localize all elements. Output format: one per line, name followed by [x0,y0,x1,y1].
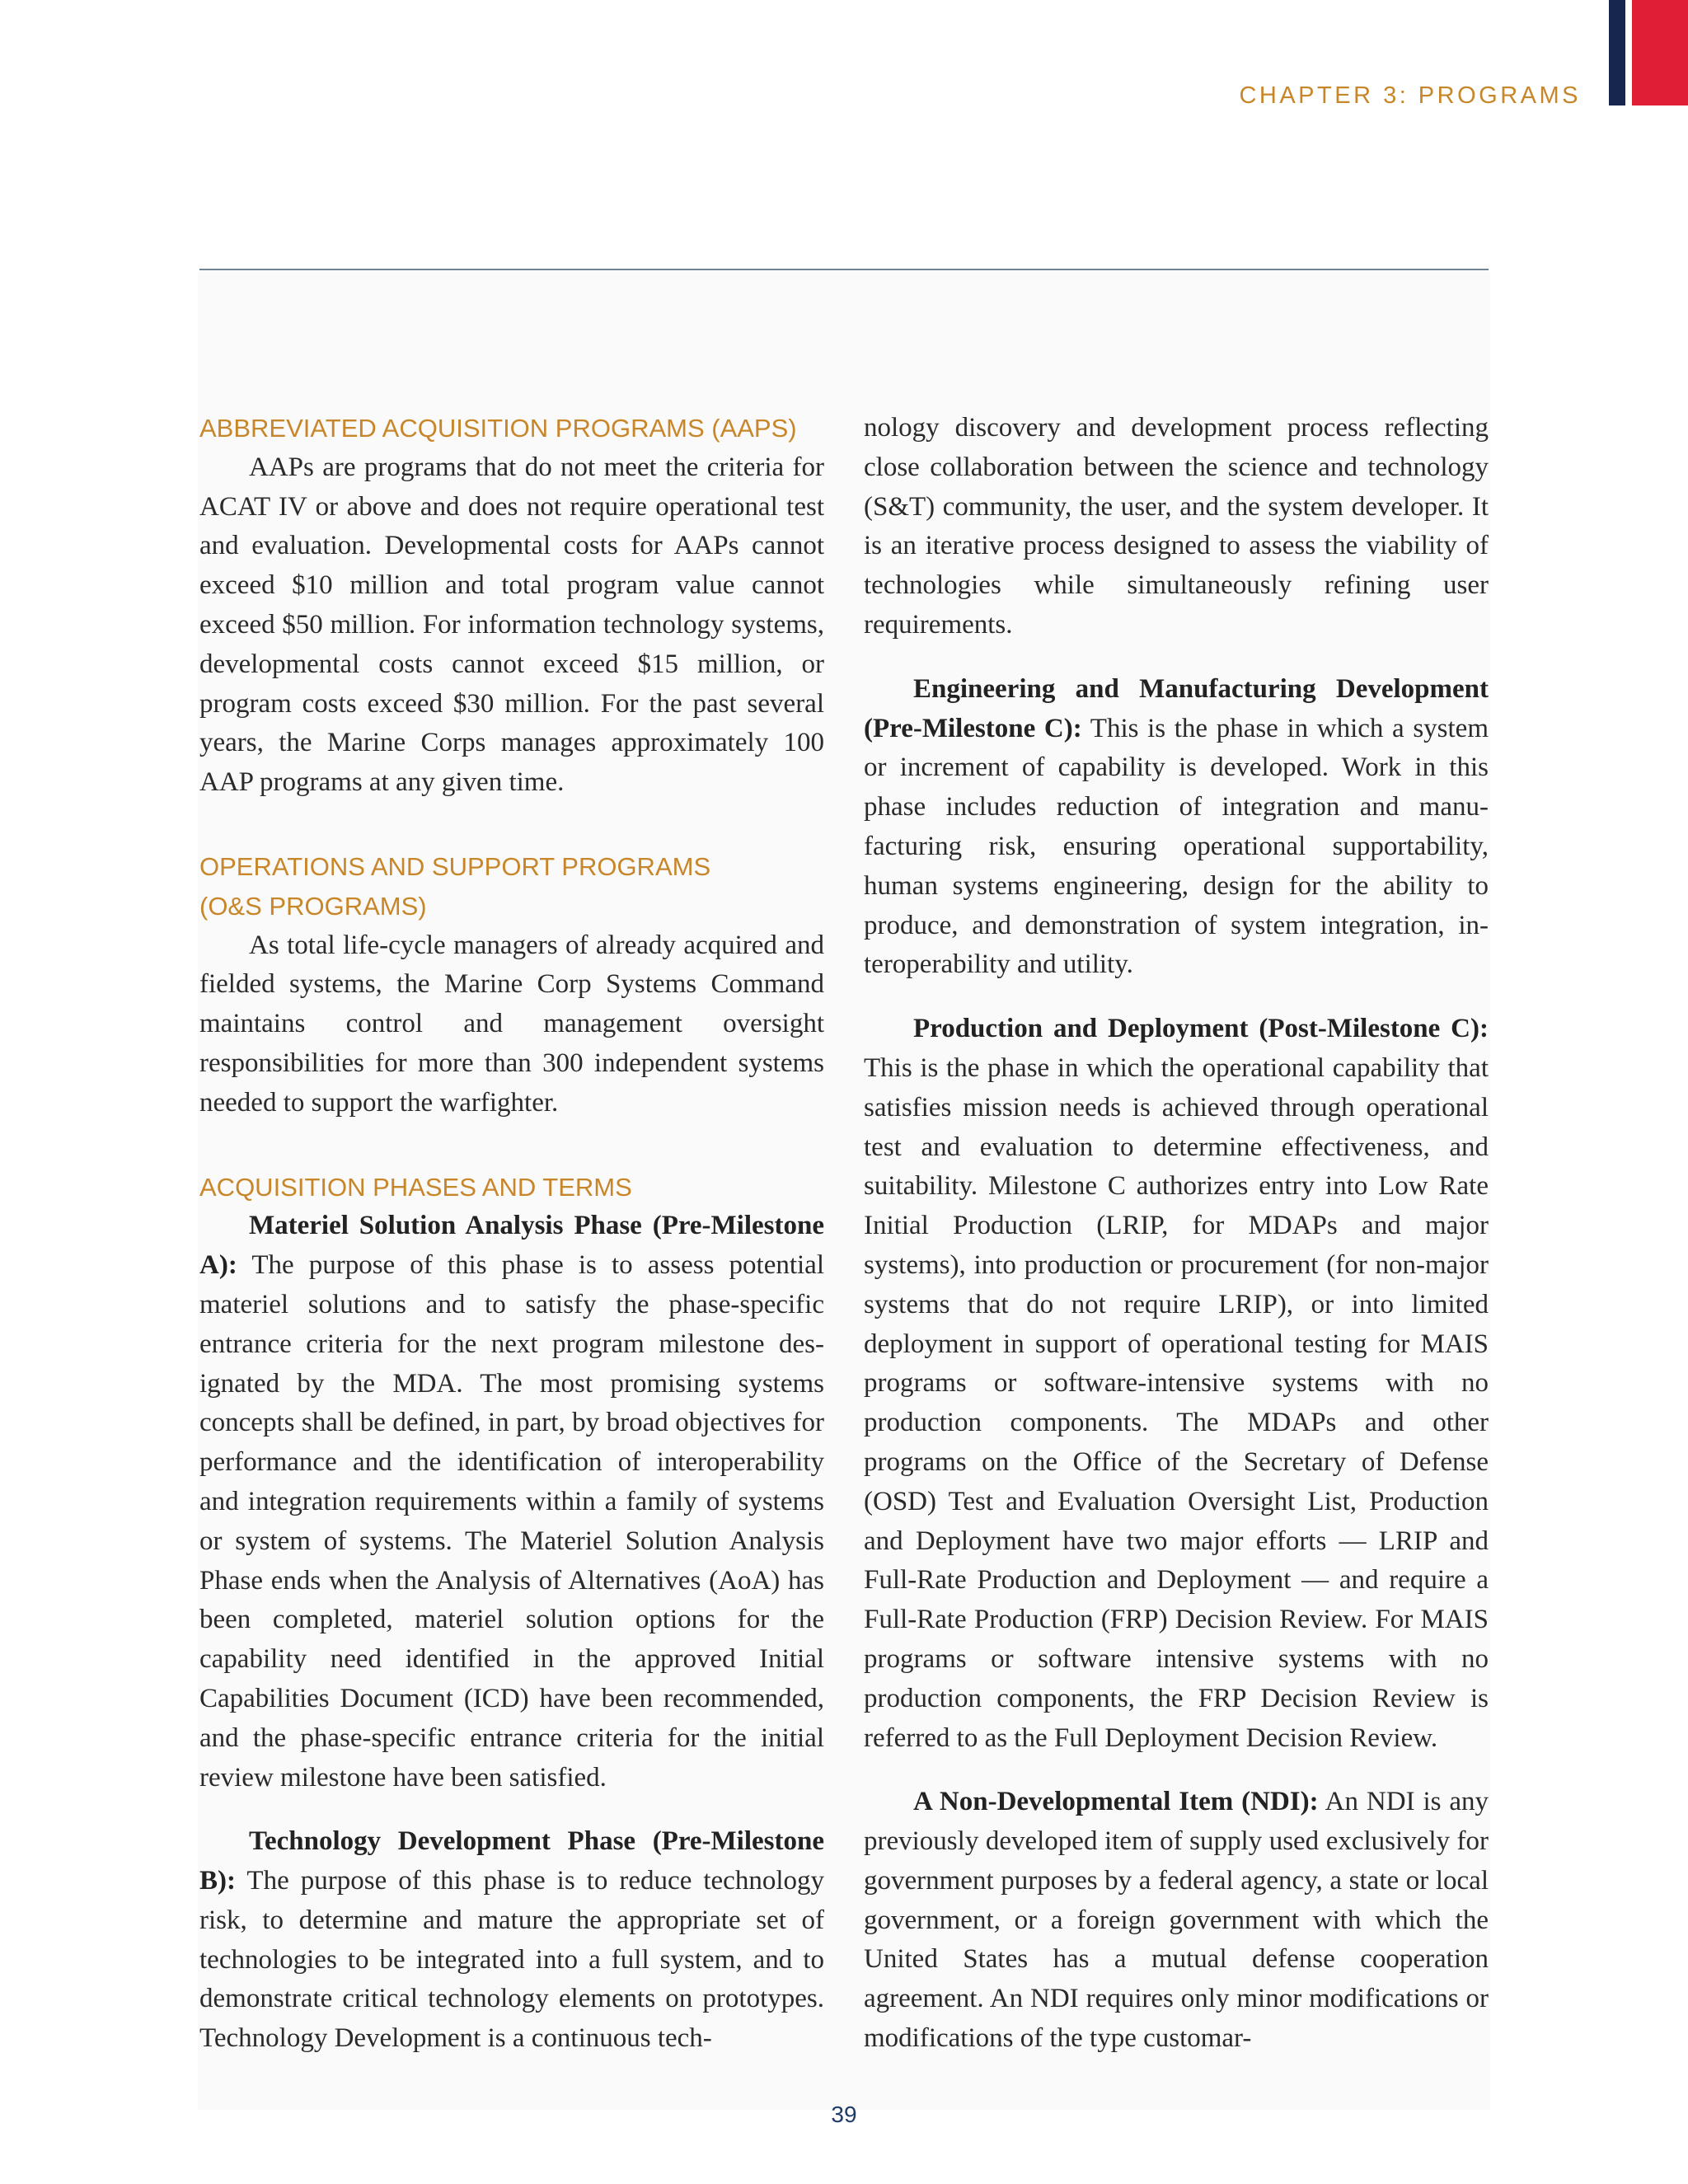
navy-accent-bar [1609,0,1625,105]
header-rule [199,269,1489,270]
ndi-paragraph [864,1783,1489,2059]
pd-title: Production and Deployment (Post-Milestone C): [913,1014,1489,1044]
td-title: Technology Development Phase (Pre-Milestone B): [199,1826,824,1896]
pd-paragraph [864,1010,1489,1758]
msa-paragraph [199,1207,824,1797]
aap-heading: ABBREVIATED ACQUISITION PROGRAMS (AAPS) [199,414,797,443]
ndi-title: A Non-Developmental Item (NDI): [913,1787,1319,1817]
aap-paragraph: AAPs are programs that do not meet the criteria for ACAT IV or above and does not require operational test and evaluation. Developmental costs for AAPs cannot exceed $10 million and total program value cannot exceed $50 million. For information technology systems, developmental costs cannot exceed $15 million, or program costs exceed $30 million. For the past several years, the Marine Corps manages approximately 100 AAP programs at any given time. [199,452,824,798]
emd-title: Engineering and Manufacturing Development (Pre-Milestone C): [864,673,1489,743]
td-continuation: nology discovery and development process reflecting close collaboration between the science and technology (S&T) community, the user, and the system developer. It is an iterative process designed to assess the viability of technologies while simultaneously refining user requirements. [864,413,1489,640]
os-paragraph: As total life-cycle managers of already acquired and fielded systems, the Marine Corp Systems Command maintains control and management oversight responsibilities for more than 300 independent systems needed to support the warfighter. [199,930,824,1118]
chapter-title: CHAPTER 3: PROGRAMS [1239,82,1581,109]
red-accent-bar [1632,0,1688,105]
td-text: The purpose of this phase is to reduce technology risk, to determine and mature the appropriate set of technologies to be integrated into a full system, and to demonstrate critical technology elements on prototypes. Technology Development is a continuous tech- [199,1866,824,2054]
emd-paragraph [864,670,1489,985]
os-heading-line2: (O&S PROGRAMS) [199,891,427,921]
os-heading-line1: OPERATIONS AND SUPPORT PROGRAMS [199,851,711,881]
td-paragraph [199,1822,824,2059]
ndi-text: An NDI is any previously developed item of supply used exclusively for government purposes by a federal agency, a state or local government, or a foreign government with which the United States has a mutual defense cooperation agreement. An NDI requires only minor modifications or modifications of the type customar- [864,1787,1489,2054]
phases-heading: ACQUISITION PHASES AND TERMS [199,1172,632,1202]
emd-text: This is the phase in which a system or increment of capability is developed. Work in this phase includes reduction of integration and manufacturing risk, ensuring operational supportability, human systems engineering, design for the ability to produce, and demonstration of system integration, interoperability and utility. [864,713,1489,980]
page-number: 39 [831,2102,857,2127]
right-column [864,409,1489,2059]
pd-text: This is the phase in which the operational capability that satisfies mission needs is achieved through operational test and evaluation to determine effectiveness, and suitability. Milestone C authorizes entry into Low Rate Initial Production (LRIP, for MDAPs and major systems), into production or procurement (for non-major systems that do not require LRIP), or into limited deployment in support of operational testing for MAIS programs or software-intensive systems with no production components. The MDAPs and other programs on the Office of the Secretary of Defense (OSD) Test and Evaluation Oversight List, Production and Deployment have two major efforts — LRIP and Full-Rate Production and Deployment — and require a Full-Rate Production (FRP) Decision Review. For MAIS programs or software intensive systems with no production components, the FRP Decision Review is referred to as the Full Deployment Decision Review. [864,1052,1489,1753]
left-column [199,409,824,2059]
msa-title: Materiel Solution Analysis Phase (Pre-Milestone A): [199,1211,824,1281]
msa-text: The purpose of this phase is to assess potential materiel solutions and to satisfy the phase-specific entrance criteria for the next program milestone designated by the MDA. The most promising systems concepts shall be defined, in part, by broad objectives for performance and the identification of interoperability and integration requirements within a family of systems or system of systems. The Materiel Solution Analysis Phase ends when the Analysis of Alternatives (AoA) has been completed, materiel solution options for the capability need identified in the approved Initial Capabilities Document (ICD) have been recommended, and the phase-specific entrance criteria for the initial review milestone have been satisfied. [199,1250,824,1793]
